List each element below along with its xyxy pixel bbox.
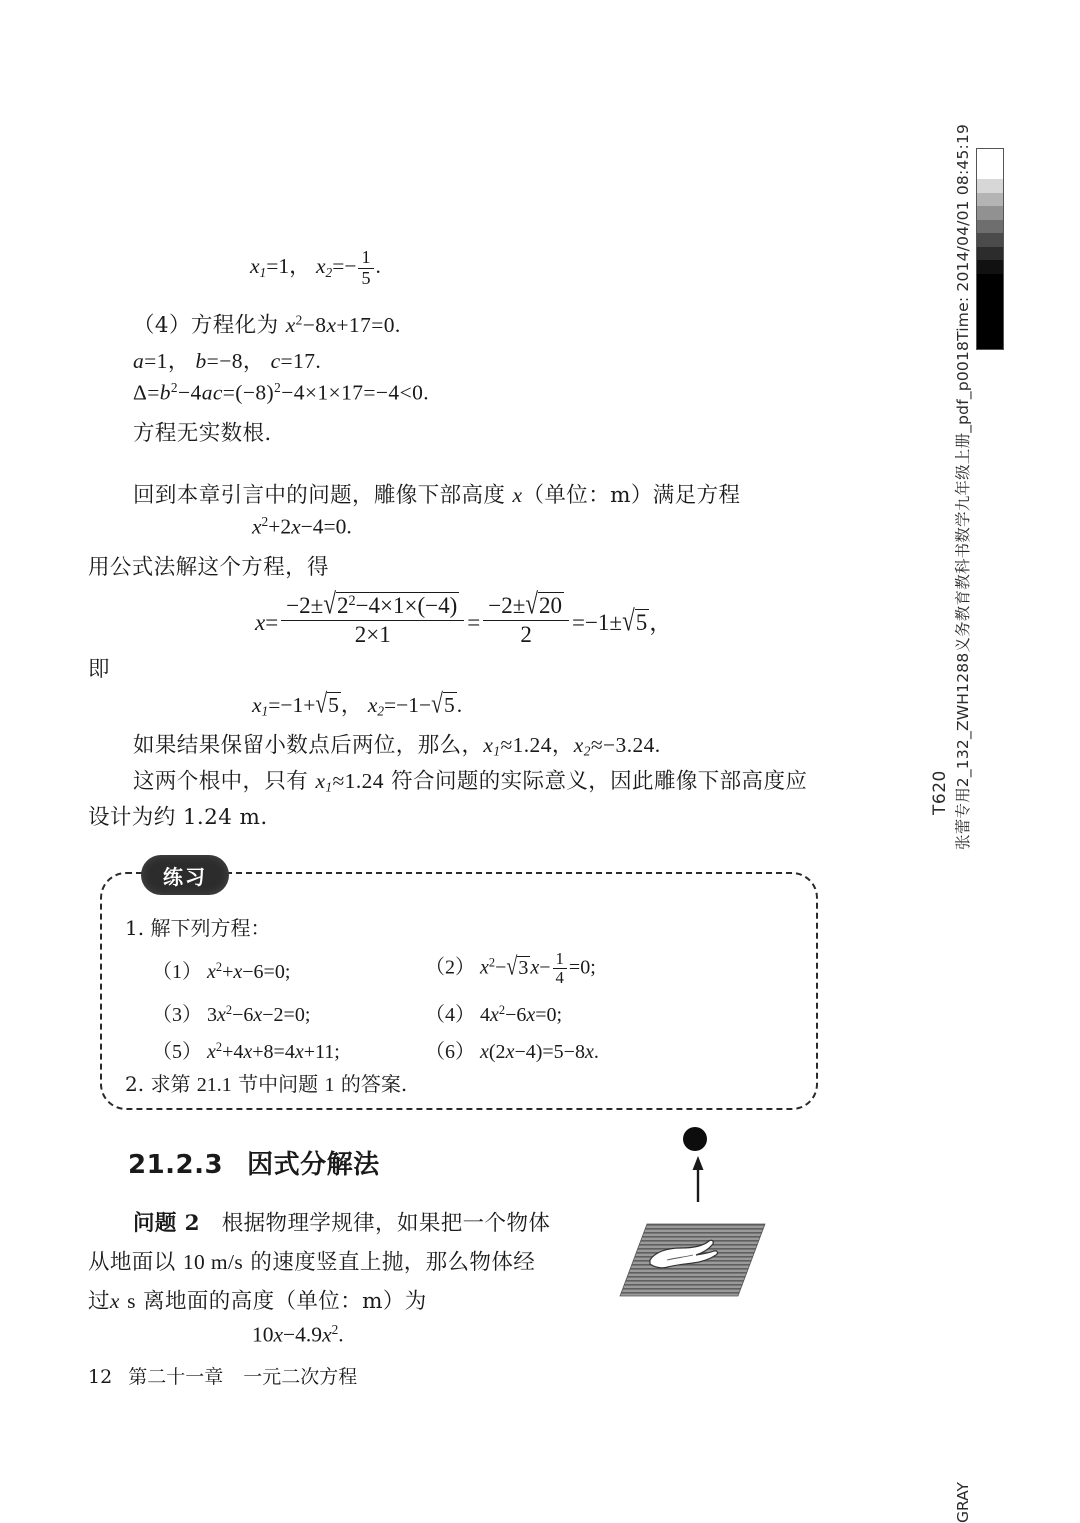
quadratic-formula-computation: x= $\frac{-2\pm√2^2-4\times 1\times(-4)}{2\times 1}$ = $\frac{-2\pm√20}{2}$ =−1±√5，: [255, 588, 673, 647]
problem2-line-2: 从地面以 10 m/s 的速度竖直上抛，那么物体经: [88, 1250, 536, 1275]
section-title: 因式分解法: [247, 1150, 380, 1180]
roots-display-line: $x_1=1$， $x_2=-$ $\frac{1}{5}$ .: [250, 247, 381, 288]
gray-band-2: [977, 193, 1003, 207]
problem2-line-1: 问题 2 根据物理学规律，如果把一个物体: [133, 1211, 551, 1236]
exercise-item-5: （5） $x^2+4x+8=4x+11$;: [152, 1040, 340, 1063]
exercise-q2-label: 2. 求第 21.1 节中问题 1 的答案.: [125, 1072, 408, 1096]
problem2-line-3: 过x s 离地面的高度（单位：m）为: [88, 1289, 427, 1314]
exercise-item-2: （2） $x^2-√3$ x− $\frac{1}{4}$ =0;: [425, 949, 596, 988]
exercise-item-1: （1） $x^2+x-6=0$;: [152, 960, 291, 983]
use-formula-line: 用公式法解这个方程，得: [88, 555, 329, 580]
intro-equation: $x^2+2x-4=0$.: [252, 514, 352, 539]
section-heading: [128, 1144, 380, 1181]
item4-line: （4）方程化为 $x^2-8x+17=0$.: [133, 312, 401, 338]
gray-band-7: [977, 260, 1003, 274]
problem2-formula: $10x-4.9x^2$.: [252, 1322, 344, 1347]
grayscale-calibration-strip: [976, 148, 1004, 350]
therefore-label: 即: [88, 657, 110, 682]
exercise-item-3: （3） $3x^2-6x-2=0$;: [152, 1003, 311, 1026]
gray-band-1: [977, 179, 1003, 193]
margin-imprint-gray-label: GRAY: [954, 1481, 972, 1523]
exercise-item-4: （4） $4x^2-6x=0$;: [425, 1003, 563, 1026]
discriminant-line: $\Delta=b^2-4ac=(-8)^2-4\times 1\times 17=-4<0$.: [133, 380, 430, 405]
footer-page-number: 12: [88, 1366, 113, 1388]
interpretation-line-2: 设计为约 1.24 m.: [88, 805, 268, 830]
plate-code: T620: [930, 770, 950, 815]
footer-chapter: 第二十一章: [128, 1366, 224, 1388]
gray-band-8: [977, 274, 1003, 349]
no-real-roots-line: 方程无实数根.: [133, 421, 272, 446]
exercise-q1-label: 1. 解下列方程：: [125, 916, 271, 940]
rounding-line: 如果结果保留小数点后两位，那么，$x_1\approx 1.24$，$x_2\approx-3.24$.: [133, 733, 661, 759]
footer-chapter-title: 一元二次方程: [243, 1366, 358, 1388]
gray-band-0: [977, 149, 1003, 179]
section-number: 21.2.3: [128, 1150, 224, 1180]
gray-band-5: [977, 233, 1003, 247]
back-to-intro-line: 回到本章引言中的问题，雕像下部高度 x（单位：m）满足方程: [133, 483, 741, 508]
gray-band-6: [977, 247, 1003, 261]
coefficients-line: a=1， b=−8， c=17.: [133, 349, 322, 373]
physics-illustration: [575, 1124, 770, 1309]
margin-imprint-text: 张蕾专用2_132_ZWH1288义务教育教科书数学九年级上册_pdf_p0018Time: 2014/04/01 08:45:19: [954, 123, 972, 850]
page-footer: [88, 1362, 357, 1389]
final-roots-display: $x_1=-1+√5$， $x_2=-1-√5$.: [252, 688, 463, 719]
interpretation-line-1: 这两个根中，只有 $x_1\approx 1.24$ 符合问题的实际意义，因此雕像下部高度应: [133, 769, 808, 795]
ball-icon: [683, 1127, 707, 1151]
gray-band-3: [977, 206, 1003, 220]
exercise-item-6: （6） x(2x−4)=5−8x.: [425, 1041, 599, 1063]
gray-band-4: [977, 220, 1003, 234]
exercise-badge: 练习: [141, 855, 229, 895]
